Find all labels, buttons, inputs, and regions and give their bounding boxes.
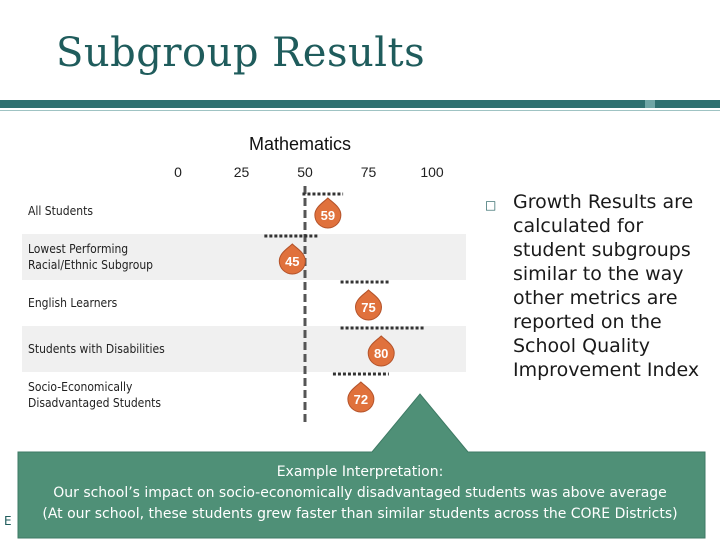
row-label-line: Lowest Performing — [28, 242, 129, 256]
row-label-line: Students with Disabilities — [28, 342, 165, 356]
growth-value-label: 45 — [285, 254, 300, 269]
chart-title: Mathematics — [248, 134, 352, 154]
growth-value-label: 59 — [320, 208, 336, 223]
row-label-line: All Students — [28, 204, 93, 218]
square-bullet-icon: □ — [485, 198, 497, 212]
x-tick-label: 50 — [297, 164, 313, 180]
row-label-line: English Learners — [28, 296, 118, 310]
row-label-line: Racial/Ethnic Subgroup — [28, 258, 154, 272]
bullet-text: Growth Results are calculated for student subgroups similar to the way other metrics are reported on the School Quality Improvement Index — [513, 191, 700, 381]
interpretation-callout — [0, 462, 720, 525]
x-tick-label: 0 — [174, 164, 182, 180]
growth-value-label: 72 — [353, 392, 369, 407]
row-label-line: Socio-Economically — [28, 380, 133, 394]
callout-line-1: Our school’s impact on socio-economically disadvantaged students was above average — [53, 485, 667, 501]
slide-title: Subgroup Results — [56, 30, 426, 76]
x-tick-label: 25 — [233, 164, 250, 180]
x-tick-label: 75 — [360, 164, 377, 180]
callout-line-2: (At our school, these students grew faster than similar students across the CORE Districts) — [42, 506, 678, 522]
row-label-line: Disadvantaged Students — [28, 396, 162, 410]
x-tick-label: 100 — [420, 164, 444, 180]
callout-heading: Example Interpretation: — [276, 464, 444, 480]
growth-value-label: 80 — [373, 346, 389, 361]
footer-fragment: E — [4, 514, 12, 528]
growth-value-label: 75 — [361, 300, 376, 315]
